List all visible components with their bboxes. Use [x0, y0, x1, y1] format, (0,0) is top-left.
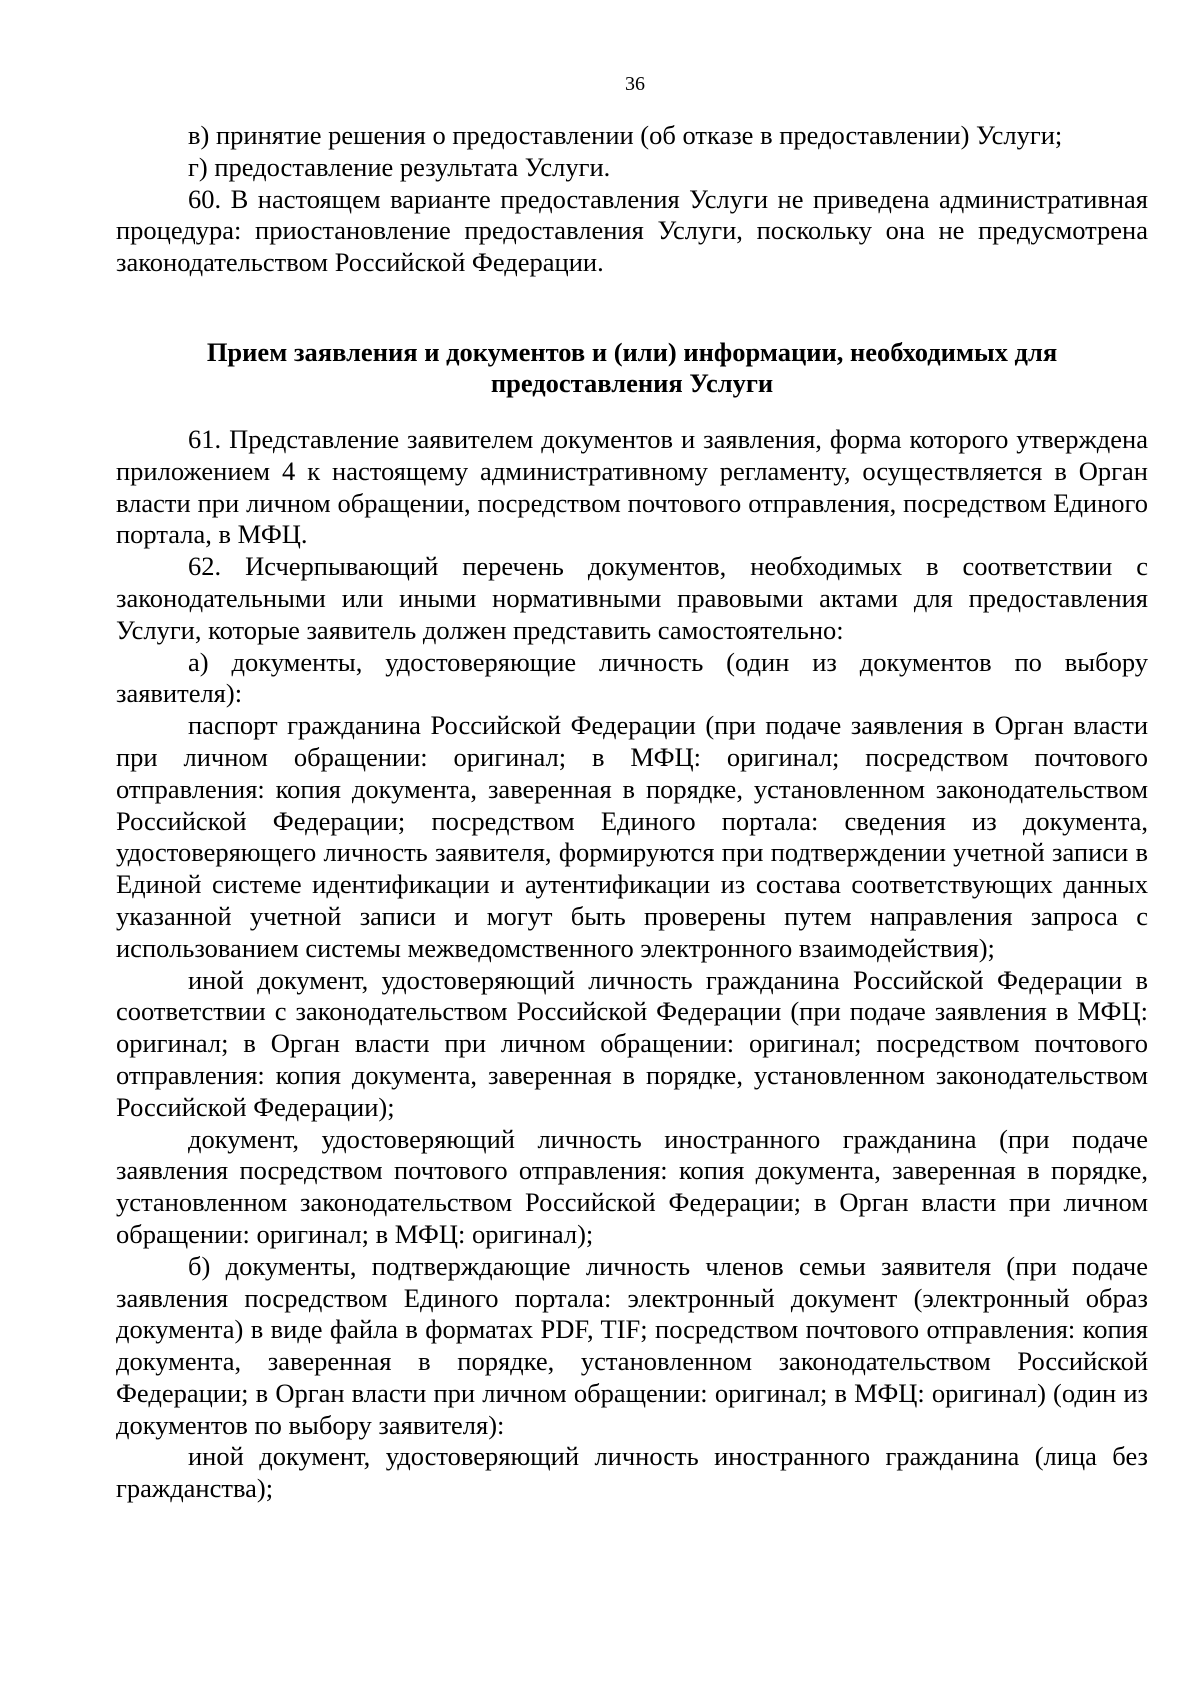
page-number: 36 [625, 73, 645, 95]
paragraph-item-v: в) принятие решения о предоставлении (об отказе в предоставлении) Услуги; [188, 120, 1063, 150]
paragraph-passport: паспорт гражданина Российской Федерации (при подаче заявления в Орган власти при личном обращении: оригинал; в МФЦ: оригинал; посредством почтового отправления: копия документа, заверенная в порядке, установленном законодательством Российской Федерации; посредством Единого портала: сведения из документа, удостоверяющего личность заявителя, формируются при подтверждении учетной записи в Единой системе идентификации и аутентификации из состава соответствующих данных указанной учетной записи и могут быть проверены путем направления запроса с использованием системы межведомственного электронного взаимодействия); [116, 710, 1148, 963]
paragraph-item-g: г) предоставление результата Услуги. [188, 151, 611, 182]
paragraph-item-b: б) документы, подтверждающие личность членов семьи заявителя (при подаче заявления посредством Единого портала: электронный документ (электронный образ документа) в виде файла в форматах PDF, TIF; посредством почтового отправления: копия документа, заверенная в порядке, установленном законодательством Российской Федерации; в Орган власти при личном обращении: оригинал; в МФЦ: оригинал) (один из документов по выбору заявителя): [116, 1250, 1148, 1440]
paragraph-61: 61. Представление заявителем документов и заявления, форма которого утверждена приложением 4 к настоящему административному регламенту, осуществляется в Орган власти при личном обращении, посредством почтового отправления, посредством Единого портала, в МФЦ. [116, 423, 1148, 550]
section-heading [116, 337, 1148, 399]
paragraph-other-id-citizen: иной документ, удостоверяющий личность гражданина Российской Федерации в соответствии с законодательством Российской Федерации (при подаче заявления в МФЦ: оригинал; в Орган власти при личном обращении: оригинал; посредством почтового отправления: копия документа, заверенная в порядке, установленном законодательством Российской Федерации); [116, 964, 1148, 1122]
section-heading-line-2: предоставления Услуги [490, 367, 774, 398]
paragraph-item-a: а) документы, удостоверяющие личность (один из документов по выбору заявителя): [116, 646, 1148, 709]
section-heading-line-1: Прием заявления и документов и (или) информации, необходимых для [206, 336, 1058, 367]
paragraph-62: 62. Исчерпывающий перечень документов, необходимых в соответствии с законодательными или иными нормативными правовыми актами для предоставления Услуги, которые заявитель должен представить самостоятельно: [116, 551, 1148, 645]
paragraph-stateless-id: иной документ, удостоверяющий личность иностранного гражданина (лица без гражданства); [116, 1441, 1148, 1504]
document-body [116, 120, 1148, 1505]
paragraph-foreign-id: документ, удостоверяющий личность иностранного гражданина (при подаче заявления посредством почтового отправления: копия документа, заверенная в порядке, установленном законодательством Российской Федерации; в Орган власти при личном обращении: оригинал; в МФЦ: оригинал); [116, 1123, 1148, 1249]
paragraph-60: 60. В настоящем варианте предоставления Услуги не приведена административная процедура: приостановление предоставления Услуги, поскольку она не предусмотрена законодательством Российской Федерации. [116, 183, 1148, 278]
